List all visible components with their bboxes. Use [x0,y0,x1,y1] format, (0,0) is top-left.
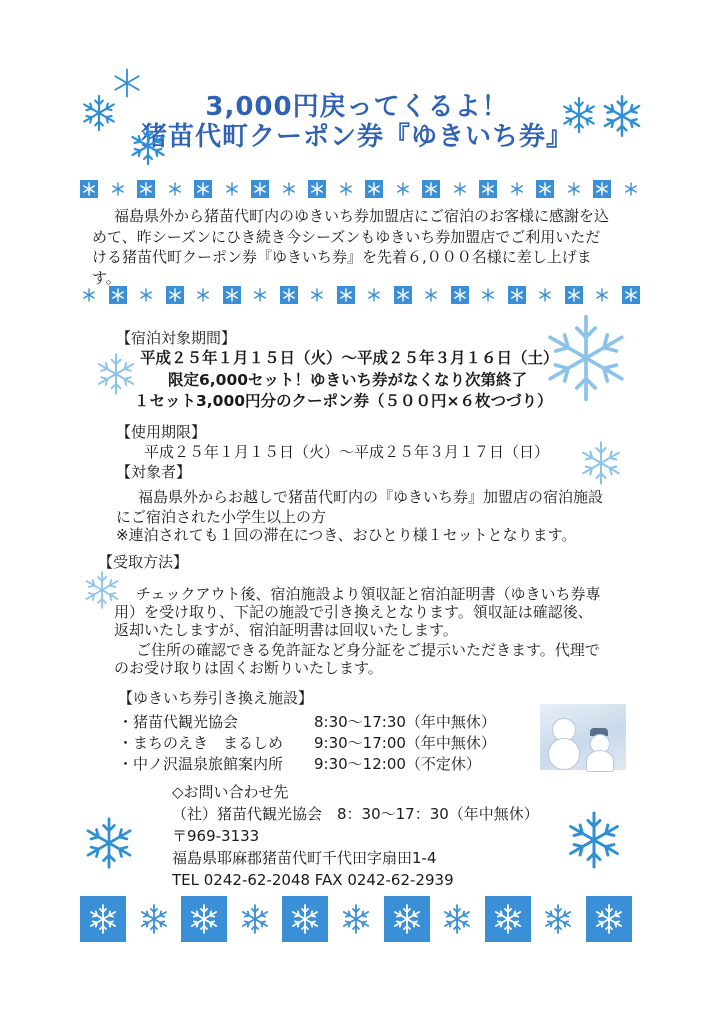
use-period-dates: 平成２５年１月１５日（火）～平成２５年３月１７日（日） [144,443,550,461]
stay-period-set: １セット3,000円分のクーポン券（５００円×６枚つづり） [134,392,553,410]
contact-postal: 〒969-3133 [172,827,260,845]
decorative-border-bottom [80,286,640,304]
contact-org: （社）猪苗代観光協会 8：30～17：30（年中無休） [172,805,539,823]
facility-hours: 8:30～17:30（年中無休） [314,713,496,731]
receive-line-2: 用）を受け取り、下記の施設で引き換えとなります。領収証は確認後、 [114,603,593,621]
facility-hours: 9:30～17:00（年中無休） [314,734,496,752]
eligible-line-2: にご宿泊された小学生以上の方 [116,508,327,526]
snowflake-icon [94,352,138,396]
snowflake-icon [112,68,142,98]
receive-line-4: ご住所の確認できる免許証など身分証をご提示いただきます。代理で [136,641,600,659]
contact-heading: ◇お問い合わせ先 [172,783,289,801]
snowflake-strip [80,896,632,942]
title-line-2: 猪苗代町クーポン券『ゆきいち券』 [140,122,573,152]
snowflake-icon [560,96,598,134]
decorative-border-top [80,180,640,198]
snowflake-icon [600,94,644,138]
eligible-line-1: 福島県外からお越しで猪苗代町内の『ゆきいち券』加盟店の宿泊施設 [138,488,604,506]
snowflake-icon [578,440,624,486]
eligible-heading: 【対象者】 [116,463,192,481]
stay-period-dates: 平成２５年１月１５日（火）～平成２５年３月１６日（土） [140,349,559,367]
facility-name: ・まちのえき まるしめ [118,734,284,752]
stay-period-heading: 【宿泊対象期間】 [116,329,237,347]
stay-period-limit: 限定6,000セット！ゆきいち券がなくなり次第終了 [168,371,528,389]
snowflake-icon [82,816,136,870]
receive-heading: 【受取方法】 [98,553,189,571]
facility-hours: 9:30～12:00（不定休） [314,755,481,773]
snowflake-icon [80,94,118,132]
snowflake-icon [128,126,168,166]
receive-line-3: 返却いたしますが、宿泊証明書は回収いたします。 [114,621,458,639]
receive-line-1: チェックアウト後、宿泊施設より領収証と宿泊証明書（ゆきいち券専 [136,585,601,603]
facility-name: ・中ノ沢温泉旅館案内所 [118,755,284,773]
contact-phone: TEL 0242-62-2048 FAX 0242-62-2939 [172,871,454,889]
use-period-heading: 【使用期限】 [116,423,207,441]
snowman-photo [540,704,626,770]
snowflake-icon [564,810,624,870]
facilities-heading: 【ゆきいち券引き換え施設】 [118,689,314,707]
contact-address: 福島県耶麻郡猪苗代町千代田字扇田1-4 [172,849,437,867]
title-line-1: 3,000円戻ってくるよ！ [205,92,509,122]
facility-name: ・猪苗代観光協会 [118,713,239,731]
receive-line-5: のお受け取りは固くお断りいたします。 [114,659,383,677]
eligible-note: ※連泊されても１回の滞在につき、おひとり様１セットとなります。 [116,526,577,544]
intro-paragraph: 福島県外から猪苗代町内のゆきいち券加盟店にご宿泊のお客様に感謝を込めて、昨シーズンにひき続き今シーズンもゆきいち券加盟店でご利用いただける猪苗代町クーポン券『ゆきいち券』を先着６,０００名様に差し上げます。 [92,207,610,287]
